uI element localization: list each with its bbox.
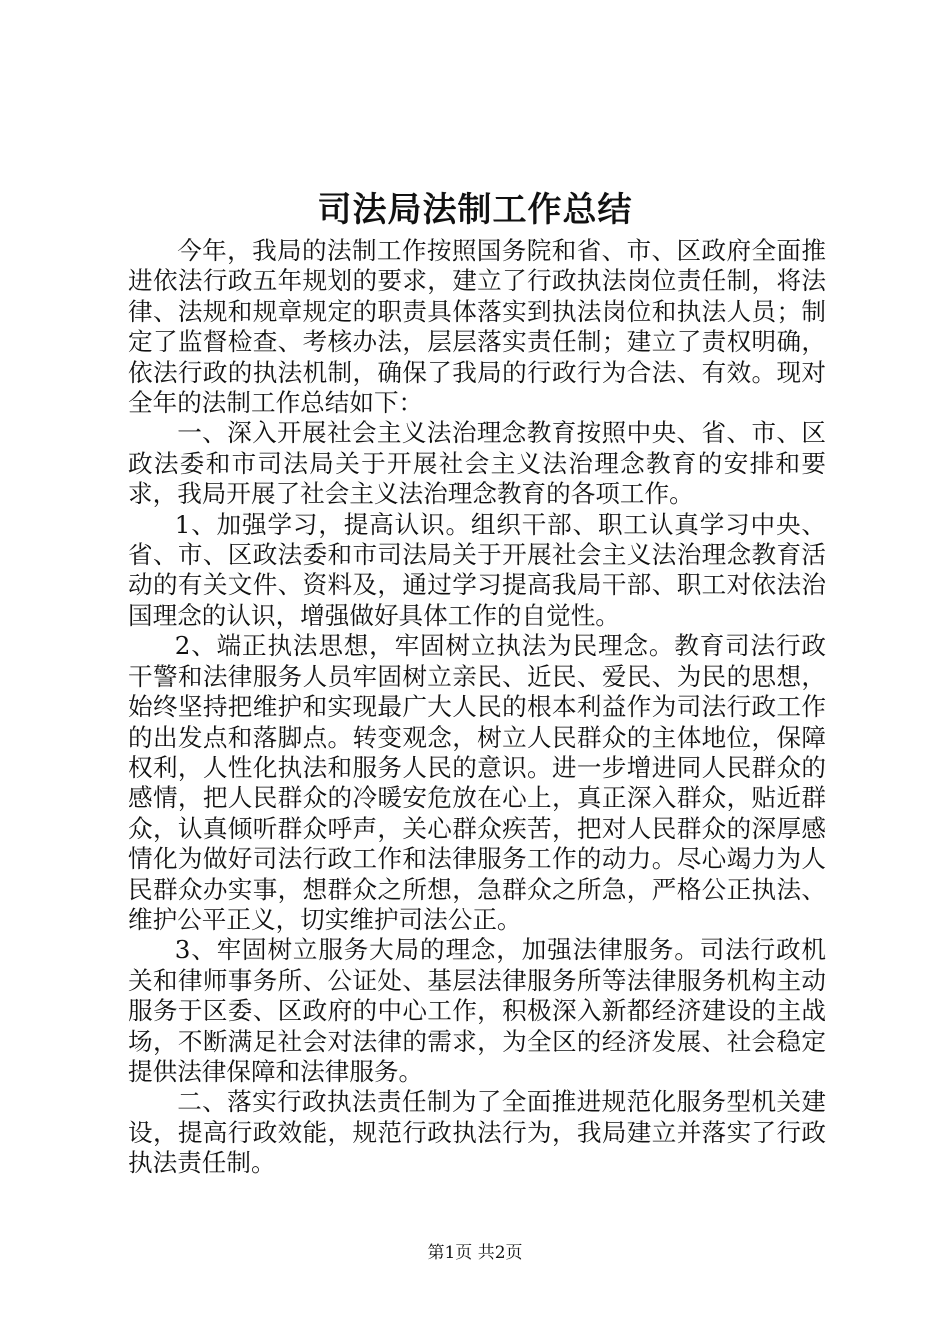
page-footer: 第1页 共2页 [427, 1243, 523, 1263]
paragraph-section-2: 二、落实行政执法责任制为了全面推进规范化服务型机关建设，提高行政效能，规范行政执法行为，我局建立并落实了行政执法责任制。 [128, 1087, 826, 1178]
paragraph-item-2: 2、端正执法思想，牢固树立执法为民理念。教育司法行政干警和法律服务人员牢固树立亲民、近民、爱民、为民的思想，始终坚持把维护和实现最广大人民的根本利益作为司法行政工作的出发点和落脚点。转变观念，树立人民群众的主体地位，保障权利，人性化执法和服务人民的意识。进一步增进同人民群众的感情，把人民群众的冷暖安危放在心上，真正深入群众，贴近群众，认真倾听群众呼声，关心群众疾苦，把对人民群众的深厚感情化为做好司法行政工作和法律服务工作的动力。尽心竭力为人民群众办实事，想群众之所想，急群众之所急，严格公正执法、维护公平正义，切实维护司法公正。 [128, 631, 826, 934]
page-title: 司法局法制工作总结 [317, 190, 633, 230]
document-body [128, 236, 826, 1179]
paragraph-section-1: 一、深入开展社会主义法治理念教育按照中央、省、市、区政法委和市司法局关于开展社会主义法治理念教育的安排和要求，我局开展了社会主义法治理念教育的各项工作。 [128, 418, 826, 509]
paragraph-intro: 今年，我局的法制工作按照国务院和省、市、区政府全面推进依法行政五年规划的要求，建立了行政执法岗位责任制，将法律、法规和规章规定的职责具体落实到执法岗位和执法人员；制定了监督检查、考核办法，层层落实责任制；建立了责权明确，依法行政的执法机制，确保了我局的行政行为合法、有效。现对全年的法制工作总结如下： [128, 236, 826, 418]
paragraph-item-3: 3、牢固树立服务大局的理念，加强法律服务。司法行政机关和律师事务所、公证处、基层法律服务所等法律服务机构主动服务于区委、区政府的中心工作，积极深入新都经济建设的主战场，不断满足社会对法律的需求，为全区的经济发展、社会稳定提供法律保障和法律服务。 [128, 935, 826, 1086]
paragraph-item-1: 1、加强学习，提高认识。组织干部、职工认真学习中央、省、市、区政法委和市司法局关于开展社会主义法治理念教育活动的有关文件、资料及，通过学习提高我局干部、职工对依法治国理念的认识，增强做好具体工作的自觉性。 [128, 509, 826, 630]
